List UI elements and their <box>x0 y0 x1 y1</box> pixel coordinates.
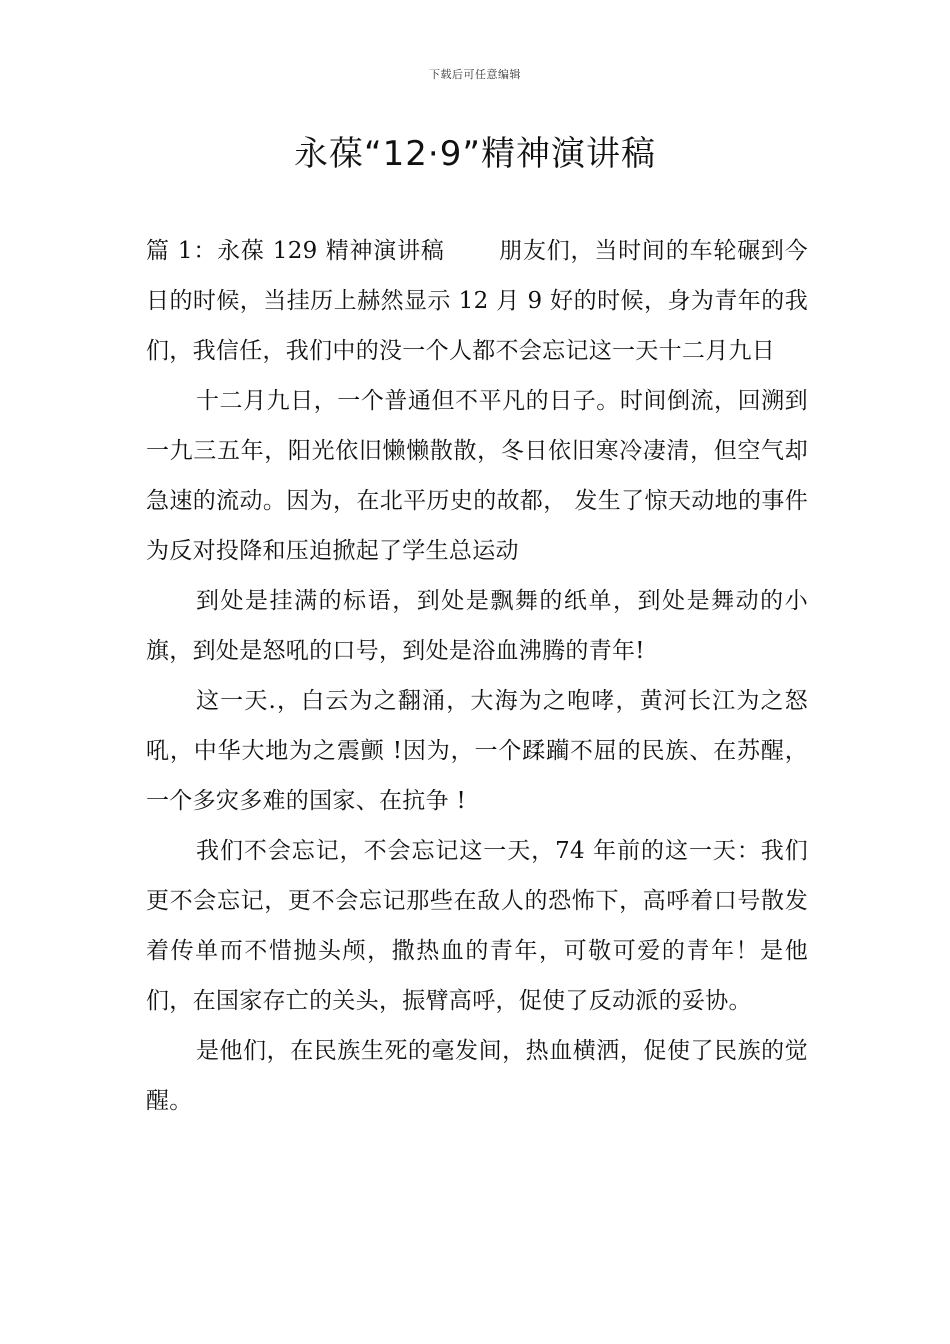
document-body <box>146 226 808 1126</box>
intro-text: 朋友们，当时间的车轮碾到今日的时候，当挂历上赫然显示 12 月 9 好的时候，身为青年的我们，我信任，我们中的没一个人都不会忘记这一天十二月九日 <box>146 238 808 364</box>
body-paragraph: 是他们，在民族生死的毫发间，热血横洒，促使了民族的觉醒。 <box>146 1038 808 1114</box>
body-paragraph: 这一天.，白云为之翻涌，大海为之咆哮，黄河长江为之怒吼，中华大地为之震颤 !因为，一个蹂躏不屈的民族、在苏醒，一个多灾多难的国家、在抗争 ! <box>146 688 808 814</box>
header-note: 下载后可任意编辑 <box>429 68 521 81</box>
body-paragraph: 我们不会忘记，不会忘记这一天，74 年前的这一天：我们更不会忘记，更不会忘记那些在敌人的恐怖下，高呼着口号散发着传单而不惜抛头颅，撒热血的青年，可敬可爱的青年！是他们，在国家存亡的关头，振臂高呼，促使了反动派的妥协。 <box>146 838 808 1014</box>
intro-paragraph <box>146 226 808 376</box>
body-paragraph: 十二月九日，一个普通但不平凡的日子。时间倒流，回溯到一九三五年，阳光依旧懒懒散散，冬日依旧寒冷凄清，但空气却急速的流动。因为，在北平历史的故都， 发生了惊天动地的事件为反对投降和压迫掀起了学生总运动 <box>146 388 808 564</box>
document-title: 永葆“12·9”精神演讲稿 <box>294 134 656 174</box>
section-label: 篇 1：永葆 129 精神演讲稿 <box>146 238 445 264</box>
body-paragraph: 到处是挂满的标语，到处是飘舞的纸单，到处是舞动的小旗，到处是怒吼的口号，到处是浴血沸腾的青年! <box>146 588 808 664</box>
